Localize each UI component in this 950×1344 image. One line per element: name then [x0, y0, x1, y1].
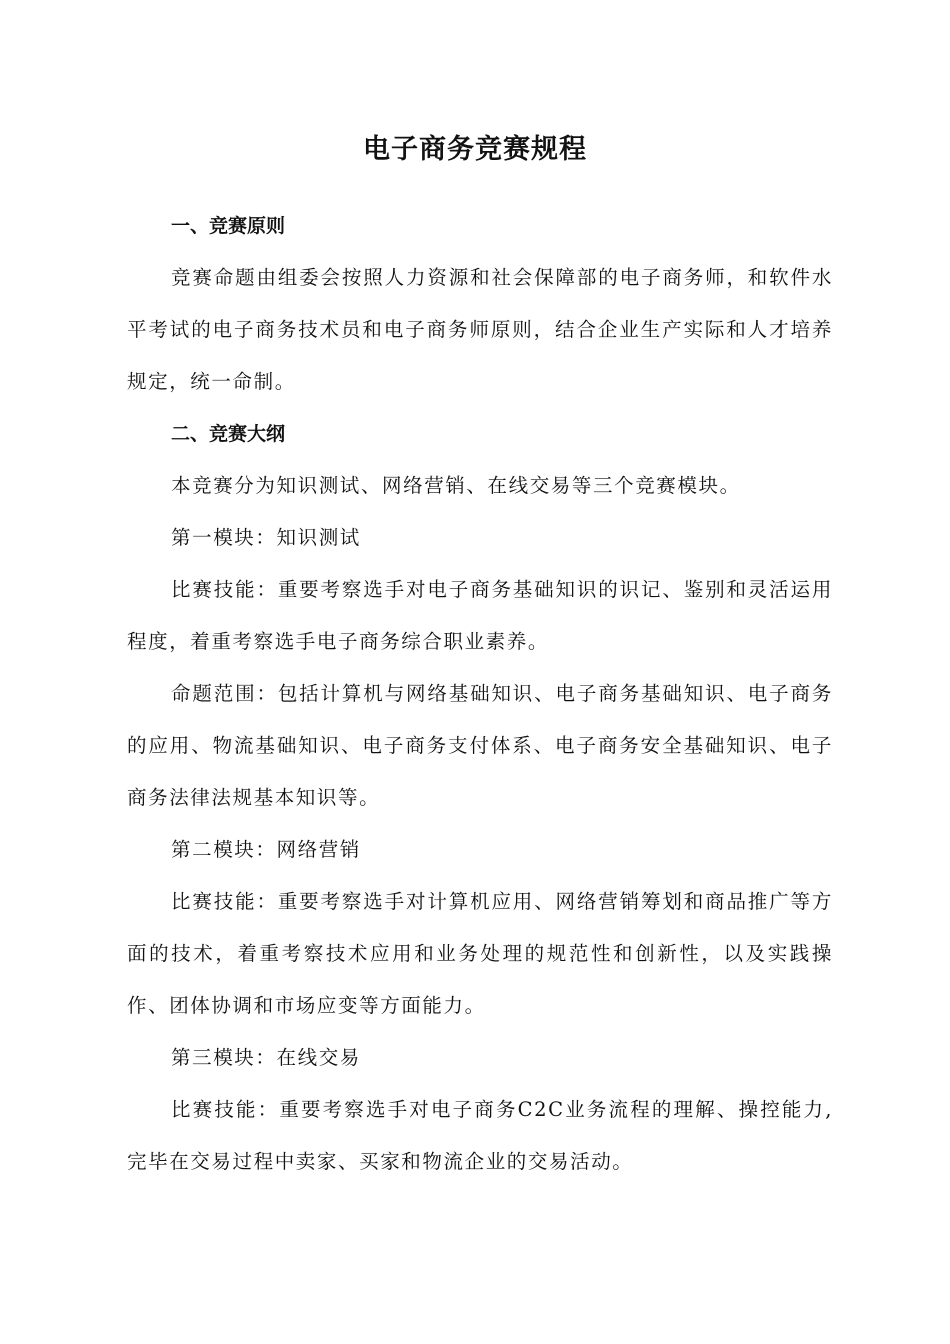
module2-label: 第二模块：网络营销	[171, 838, 361, 861]
outline-intro-paragraph: 本竞赛分为知识测试、网络营销、在线交易等三个竞赛模块。	[171, 474, 741, 497]
module1-scope-paragraph: 命题范围：包括计算机与网络基础知识、电子商务基础知识、电子商务的应用、物流基础知识、电子商务支付体系、电子商务安全基础知识、电子商务法律法规基本知识等。	[127, 682, 833, 809]
module1-label: 第一模块：知识测试	[171, 526, 361, 549]
module3-skills-paragraph: 比赛技能：重要考察选手对电子商务C2C业务流程的理解、操控能力,完毕在交易过程中卖家、买家和物流企业的交易活动。	[127, 1098, 833, 1173]
module2-skills-paragraph: 比赛技能：重要考察选手对计算机应用、网络营销筹划和商品推广等方面的技术，着重考察技术应用和业务处理的规范性和创新性，以及实践操作、团体协调和市场应变等方面能力。	[127, 890, 833, 1017]
module1-skills-paragraph: 比赛技能：重要考察选手对电子商务基础知识的识记、鉴别和灵活运用程度，着重考察选手电子商务综合职业素养。	[127, 578, 833, 653]
document-body	[127, 200, 833, 1188]
section-heading-outline: 二、竞赛大纲	[171, 423, 286, 445]
principles-paragraph: 竞赛命题由组委会按照人力资源和社会保障部的电子商务师，和软件水平考试的电子商务技术员和电子商务师原则，结合企业生产实际和人才培养规定，统一命制。	[127, 266, 833, 393]
section-heading-principles: 一、竞赛原则	[171, 215, 286, 237]
module3-label: 第三模块：在线交易	[171, 1046, 361, 1069]
document-title: 电子商务竞赛规程	[363, 134, 587, 165]
